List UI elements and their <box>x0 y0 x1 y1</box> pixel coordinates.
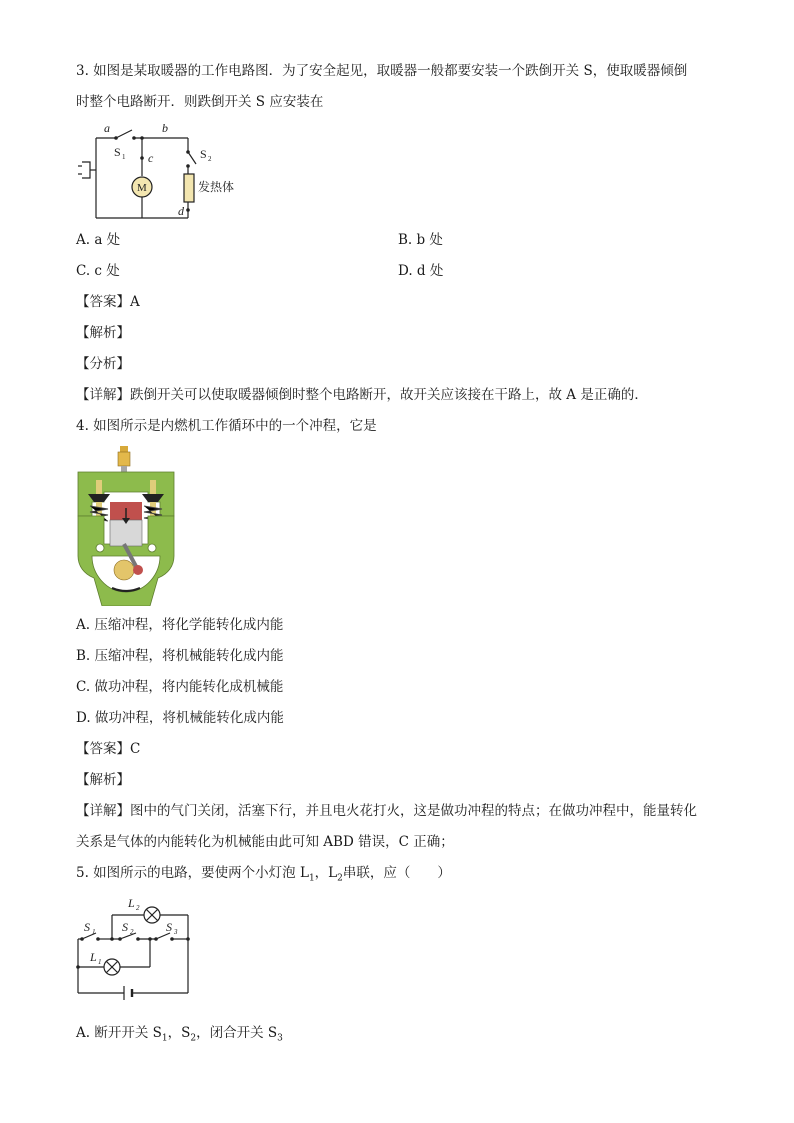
label-s3-sub: 3 <box>174 928 178 936</box>
label-s2-sub: 2 <box>208 155 212 163</box>
q5-option-a-part1: A. 断开开关 S <box>76 1025 162 1041</box>
q4-option-b: B. 压缩冲程，将机械能转化成内能 <box>76 648 284 664</box>
motor-label: M <box>137 182 147 194</box>
q5-option-a-sub3: 3 <box>277 1033 283 1044</box>
q5-option-a-part2: ，S <box>167 1025 191 1041</box>
label-l2-sub: 2 <box>136 904 140 912</box>
q5-stem-part2: ，L <box>314 865 338 881</box>
label-s3: S <box>166 920 172 934</box>
label-l1-sub: 1 <box>98 958 102 966</box>
q4-analysis-heading: 【解析】 <box>76 772 130 788</box>
q4-stem: 4. 如图所示是内燃机工作循环中的一个冲程，它是 <box>76 418 377 434</box>
label-s2-sub: 2 <box>130 928 134 936</box>
label-b: b <box>162 121 168 135</box>
label-s2: S <box>200 147 207 161</box>
label-s1: S <box>84 920 90 934</box>
label-a: a <box>104 121 110 135</box>
label-s1-sub: 1 <box>92 928 96 936</box>
q3-option-c: C. c 处 <box>76 263 120 279</box>
q3-stem-line1: 3. 如图是某取暖器的工作电路图．为了安全起见，取暖器一般都要安装一个跌倒开关 S，使取暖器倾倒 <box>76 63 688 79</box>
q3-option-d: D. d 处 <box>398 263 444 279</box>
q5-circuit-diagram <box>72 893 196 1005</box>
label-s2: S <box>122 920 128 934</box>
q5-option-a-sub2: 2 <box>190 1033 197 1044</box>
label-s1: S <box>114 145 121 159</box>
label-l1: L <box>90 950 97 964</box>
q4-option-a: A. 压缩冲程，将化学能转化成内能 <box>76 617 284 633</box>
q3-answer: 【答案】A <box>76 294 140 310</box>
q4-engine-diagram <box>76 444 176 606</box>
q3-option-b: B. b 处 <box>398 232 443 248</box>
q4-option-c: C. 做功冲程，将内能转化成机械能 <box>76 679 284 695</box>
q5-sub2: 2 <box>337 873 343 884</box>
q3-option-a: A. a 处 <box>76 232 121 248</box>
q4-detail-line2: 关系是气体的内能转化为机械能由此可知 ABD 错误，C 正确； <box>76 834 454 850</box>
q4-detail-line1: 【详解】图中的气门关闭，活塞下行，并且电火花打火，这是做功冲程的特点；在做功冲程中，能量转化 <box>76 803 697 819</box>
label-c: c <box>148 151 154 165</box>
q3-circuit-diagram <box>74 118 254 224</box>
q5-option-a <box>76 1024 283 1048</box>
q5-stem <box>76 864 451 888</box>
q5-stem-part1: 5. 如图所示的电路，要使两个小灯泡 L <box>76 865 309 881</box>
q4-answer: 【答案】C <box>76 741 141 757</box>
q5-option-a-part3: ，闭合开关 S <box>196 1025 278 1041</box>
q5-option-a-sub1: 1 <box>161 1033 168 1044</box>
label-s1-sub: 1 <box>122 153 126 161</box>
q5-stem-part3: 串联，应（ ） <box>342 865 451 881</box>
q3-analysis-heading: 【解析】 <box>76 325 130 341</box>
q5-sub1: 1 <box>308 873 315 884</box>
q3-detail: 【详解】跌倒开关可以使取暖器倾倒时整个电路断开，故开关应该接在干路上，故 A 是正确的． <box>76 387 648 403</box>
label-l2: L <box>128 896 135 910</box>
heater-label: 发热体 <box>198 180 235 194</box>
label-d: d <box>178 204 184 218</box>
q3-fenxi-heading: 【分析】 <box>76 356 130 372</box>
q4-option-d: D. 做功冲程，将机械能转化成内能 <box>76 710 284 726</box>
q3-stem-line2: 时整个电路断开．则跌倒开关 S 应安装在 <box>76 94 324 110</box>
